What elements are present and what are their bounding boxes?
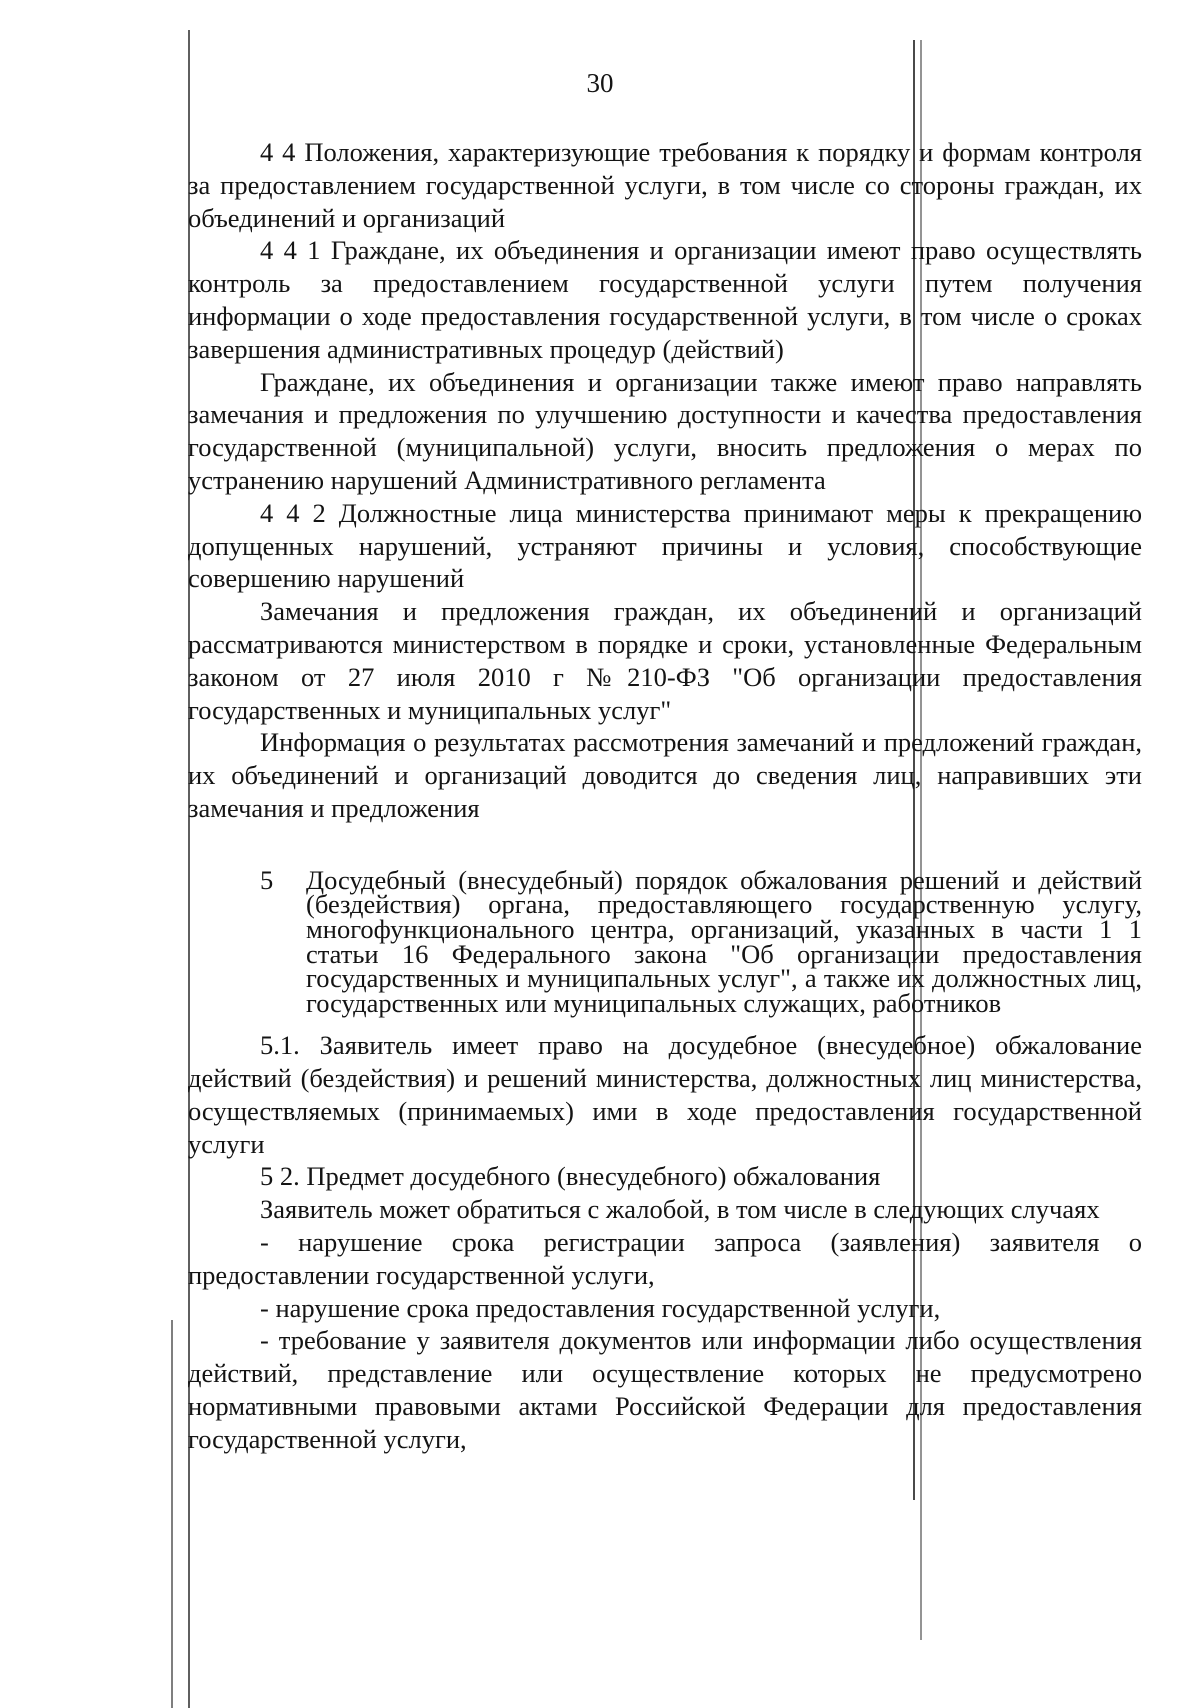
paragraph-complaint-cases: Заявитель может обратиться с жалобой, в том числе в следующих случаях bbox=[260, 1194, 1100, 1225]
scan-artifact-line bbox=[171, 1320, 173, 1708]
paragraph-remarks-right: Граждане, их объединения и организации также имеют право направлять замечания и предложения по улучшению доступности и качества предоставления государственной (муниципальной) услуги, вносить предложения о мерах по устранению нарушений Административного регламента bbox=[188, 366, 1142, 495]
paragraph-5-1: 5.1. Заявитель имеет право на досудебное (внесудебное) обжалование действий (бездействия) и решений министерства, должностных лиц министерства, осуществляемых (принимаемых) ими в ходе предоставления государственной услуги bbox=[188, 1030, 1142, 1159]
paragraph-4-4-2: 4 4 2 Должностные лица министерства принимают меры к прекращению допущенных нарушений, устраняют причины и условия, способствующие совершению нарушений bbox=[188, 497, 1142, 594]
paragraph-review-results: Информация о результатах рассмотрения замечаний и предложений граждан, их объединений и организаций доводится до сведения лиц, направивших эти замечания и предложения bbox=[188, 727, 1142, 823]
paragraph-4-4-1: 4 4 1 Граждане, их объединения и организации имеют право осуществлять контроль за предоставлением государственной услуги путем получения информации о ходе предоставления государственной услуги, в том числе о сроках завершения административных процедур (действий) bbox=[188, 235, 1142, 364]
list-item: - требование у заявителя документов или информации либо осуществления действий, представление или осуществление которых не предусмотрено нормативными правовыми актами Российской Федерации для предоставления государственной услуги, bbox=[188, 1325, 1142, 1454]
section-number: 5 bbox=[260, 864, 274, 895]
section-heading-5 bbox=[188, 864, 1142, 1018]
list-item: - нарушение срока регистрации запроса (заявления) заявителя о предоставлении государственной услуги, bbox=[188, 1227, 1142, 1290]
section-title: Досудебный (внесудебный) порядок обжалования решений и действий (бездействия) органа, предоставляющего государственную услугу, многофункционального центра, организаций, указанных в части 1 1 статьи 16 Федерального закона "Об организации предоставления государственных и муниципальных услуг", а также их должностных лиц, государственных или муниципальных служащих, работников bbox=[306, 864, 1142, 1018]
page-number: 30 bbox=[586, 68, 614, 98]
paragraph-4-4: 4 4 Положения, характеризующие требования к порядку и формам контроля за предоставлением государственной услуги, в том числе со стороны граждан, их объединений и организаций bbox=[188, 137, 1142, 233]
document-body bbox=[188, 136, 1142, 1456]
paragraph-5-2: 5 2. Предмет досудебного (внесудебного) обжалования bbox=[260, 1161, 881, 1192]
list-item: - нарушение срока предоставления государственной услуги, bbox=[260, 1292, 941, 1323]
paragraph-remarks-review: Замечания и предложения граждан, их объединений и организаций рассматриваются министерством в порядке и сроки, установленные Федеральным законом от 27 июля 2010 г №210-ФЗ "Об организации предоставления государственных и муниципальных услуг" bbox=[188, 596, 1142, 725]
